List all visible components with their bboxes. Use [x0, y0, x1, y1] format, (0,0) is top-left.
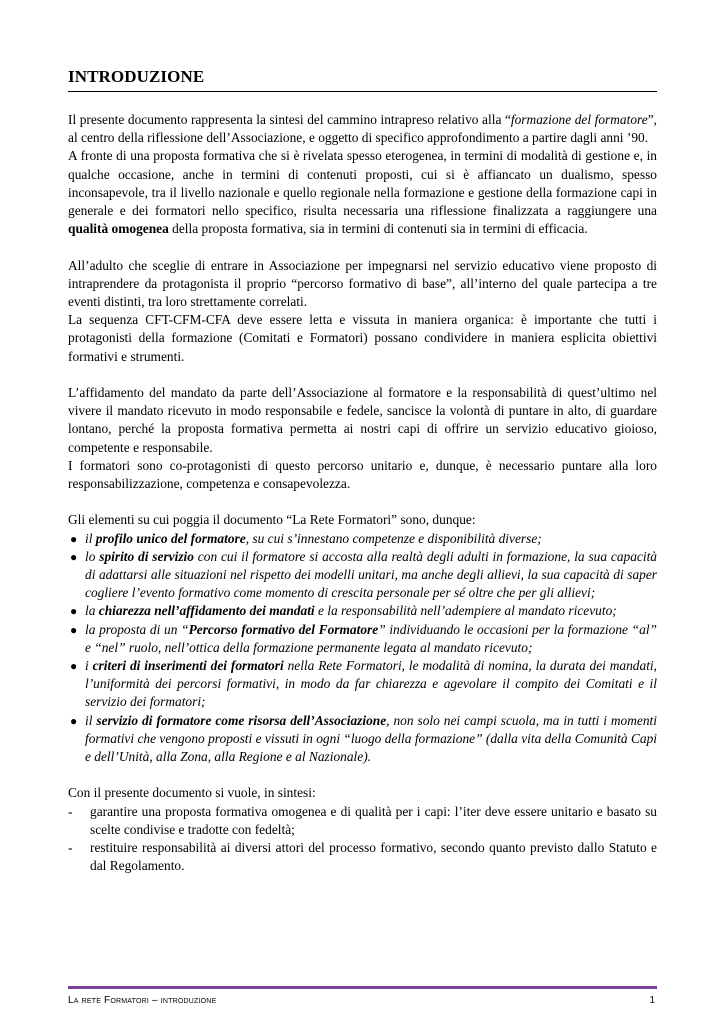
- adult-paragraph-2: La sequenza CFT-CFM-CFA deve essere letta e vissuta in maniera organica: è importante che tutti i protagonisti della formazione (Comitati e Formatori) possano condividere in maniera esplicita obiettivi formativi e strumenti.: [68, 312, 657, 364]
- text-run: restituire responsabilità ai diversi attori del processo formativo, secondo quanto previsto dallo Statuto e dal Regolamento.: [90, 840, 657, 874]
- bullet-icon: ●: [70, 622, 78, 637]
- text-run: A fronte di una proposta formativa che si è rivelata spesso eterogenea, in termini di modalità di gestione e, in qualche occasione, anche in termini di contenuti proposti, cui si è affiancato un dualismo, spesso inconsapevole, tra il livello nazionale e quello regionale nella formazione e gestione della formazione capi in generale e dei formatori nello specifico, risulta necessaria una riflessione finalizzata a raggiungere una: [68, 148, 657, 219]
- document-page: [68, 66, 657, 875]
- text-run: il: [85, 530, 96, 546]
- paragraph-spacer: [68, 493, 657, 511]
- footer-row: [68, 994, 657, 1010]
- mandate-paragraph-2: I formatori sono co-protagonisti di questo percorso unitario e, dunque, è necessario puntare alla loro responsabilizzazione, competenza e consapevolezza.: [68, 457, 657, 492]
- bold-term: criteri di inserimenti dei formatori: [92, 658, 284, 674]
- text-run: Il presente documento rappresenta la sintesi del cammino intrapreso relativo alla “: [68, 112, 511, 127]
- bold-term: spirito di servizio: [99, 548, 194, 564]
- bullet-icon: ●: [70, 713, 78, 728]
- italic-term: formazione del formatore: [510, 112, 648, 127]
- text-run: , non solo nei campi scuola, ma in tutti i momenti formativi che vengono proposti e vissuti in ogni “luogo della formazione” (dalla vita della Comunità Capi e dell’Unità, alla Zona, alla Regione e al Nazionale).: [85, 712, 657, 765]
- bullet-icon: ●: [70, 659, 78, 674]
- elements-intro: Gli elementi su cui poggia il documento “La Rete Formatori” sono, dunque:: [68, 512, 476, 528]
- text-run: la: [85, 603, 99, 619]
- list-item: [68, 602, 657, 620]
- list-item: [68, 803, 657, 839]
- text-run: la proposta di un “: [85, 621, 189, 637]
- text-run: lo: [85, 548, 100, 564]
- text-run: con cui il formatore si accosta alla realtà degli adulti in formazione, la sua capacità di adattarsi alle situazioni nel rispetto dei modelli unitari, ma anche degli allievi, la sua capacità di saper cogliere l’evento formativo come momento di crescita personale per sé oltre che per gli allievi;: [85, 548, 657, 601]
- bullet-icon: ●: [70, 549, 78, 564]
- text-run: il: [85, 712, 97, 728]
- text-run: garantire una proposta formativa omogenea e di qualità per i capi: l’iter deve essere unitario e basato su scelte condivise e tradotte con fedeltà;: [90, 803, 657, 837]
- paragraph-spacer: [68, 366, 657, 384]
- bold-term: chiarezza nell’affidamento dei mandati: [98, 603, 315, 619]
- text-run: , su cui s’innestano competenze e disponibilità diverse;: [245, 530, 542, 546]
- paragraph-spacer: [68, 238, 657, 256]
- page-title: INTRODUZIONE: [68, 66, 657, 92]
- text-run: della proposta formativa, sia in termini di contenuti sia in termini di efficacia.: [168, 221, 588, 237]
- list-item: [68, 657, 657, 712]
- footer-rule: [68, 986, 657, 989]
- bold-term: qualità omogenea: [68, 221, 169, 237]
- adult-paragraph-1: All’adulto che sceglie di entrare in Associazione per impegnarsi nel servizio educativo viene proposto di intraprendere da protagonista il proprio “percorso formativo di base”, all’interno del quale partecipa a tre eventi distinti, tra loro strettamente correlati.: [68, 257, 657, 310]
- paragraph-spacer: [68, 766, 657, 784]
- page-footer: [68, 986, 657, 1010]
- dash-icon: -: [68, 803, 73, 819]
- text-run: i: [85, 658, 93, 674]
- text-run: e la responsabilità nell’adempiere al mandato ricevuto;: [314, 603, 617, 619]
- text-run: ”, al centro della riflessione dell’Associazione, e oggetto di specifico approfondimento a partire dagli anni ’90.: [68, 112, 657, 146]
- summary-intro: Con il presente documento si vuole, in sintesi:: [68, 785, 316, 801]
- mandate-paragraph-1: L’affidamento del mandato da parte dell’Associazione al formatore e la responsabilità di quest’ultimo nel vivere il mandato ricevuto in modo responsabile e fedele, sancisce la volontà di puntare in alto, di guardare lontano, perché la proposta formativa permetta ai nostri capi di offrire un servizio educativo gioioso, competente e responsabile.: [68, 385, 657, 455]
- footer-title: La rete Formatori – introduzione: [68, 995, 217, 1006]
- bold-term: Percorso formativo del Formatore: [188, 621, 379, 637]
- list-item: [68, 530, 657, 548]
- list-item: [68, 621, 657, 657]
- list-item: [68, 839, 657, 875]
- elements-list: [68, 530, 657, 767]
- list-item: [68, 548, 657, 603]
- bullet-icon: ●: [70, 604, 78, 619]
- text-run: ” individuando le occasioni per la formazione “al” e “nel” ruolo, nell’ottica della formazione permanente legata al mandato ricevuto;: [85, 621, 657, 655]
- page-number: 1: [649, 995, 655, 1006]
- dash-icon: -: [68, 840, 73, 856]
- intro-paragraph-2: [68, 147, 657, 238]
- list-item: [68, 712, 657, 767]
- text-run: nella Rete Formatori, le modalità di nomina, la durata dei mandati, l’uniformità dei percorsi formativi, in modo da far chiarezza e agevolare il compito dei Comitati e il servizio dei formatori;: [85, 658, 657, 710]
- summary-list: [68, 803, 657, 876]
- bold-term: servizio di formatore come risorsa dell’Associazione: [96, 712, 387, 728]
- bold-term: profilo unico del formatore: [95, 530, 246, 546]
- document-body: [68, 111, 657, 875]
- intro-paragraph-1: [68, 111, 657, 147]
- bullet-icon: ●: [70, 531, 78, 546]
